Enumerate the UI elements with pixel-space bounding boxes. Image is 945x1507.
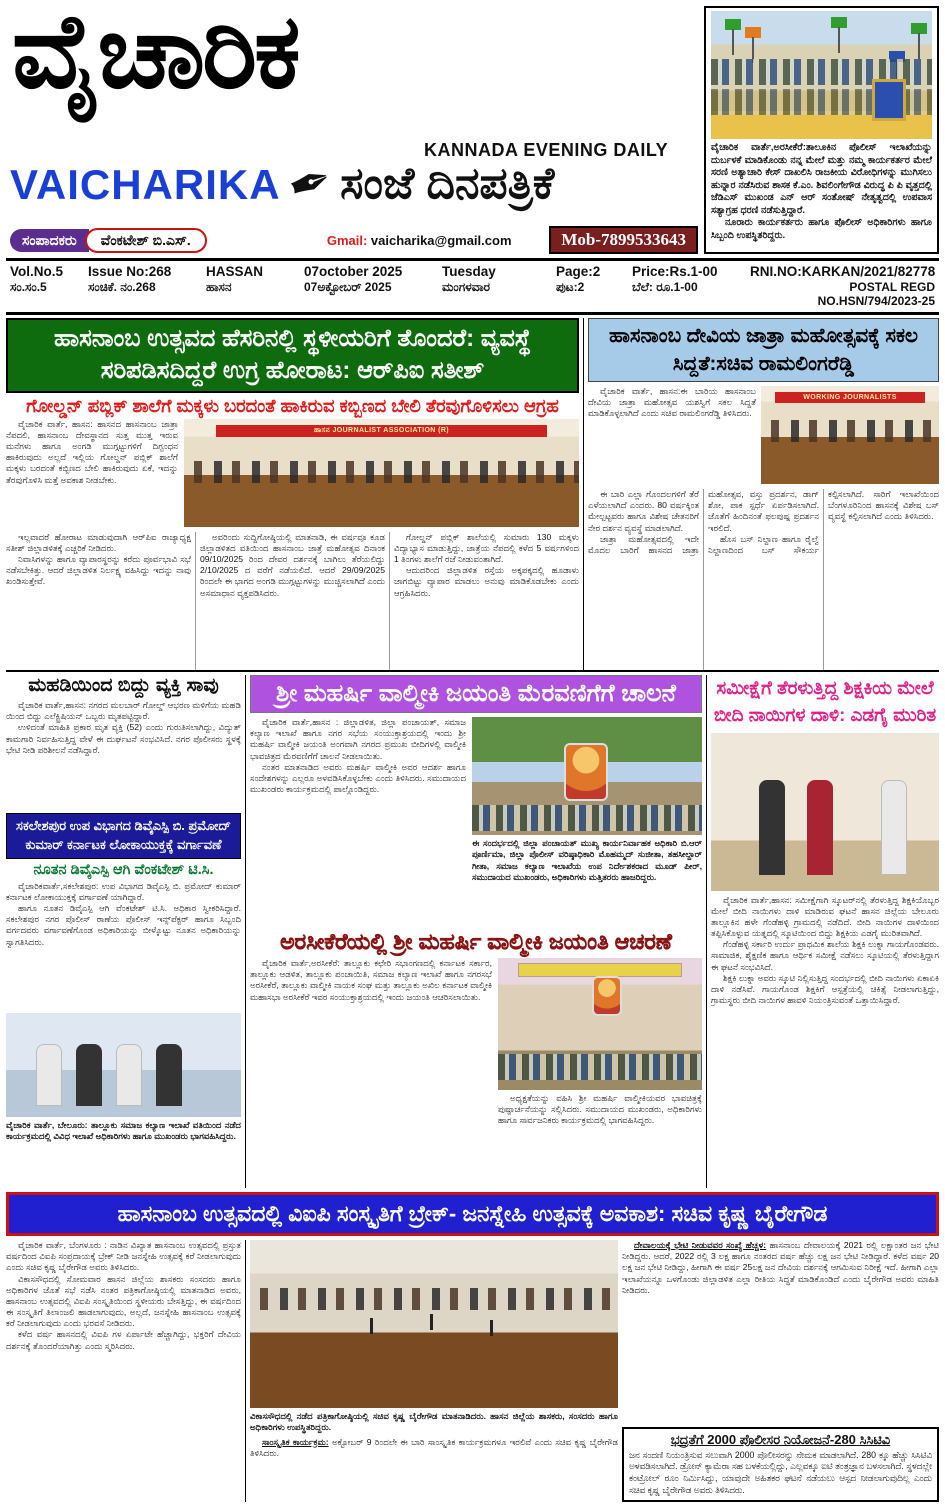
- visitors-inline-head: ದೇವಾಲಯಕ್ಕೆ ಭೇಟಿ ನೀಡುವವರ ಸಂಖ್ಯೆ ಹೆಚ್ಚಳ:: [634, 1240, 767, 1250]
- seated-people: [761, 420, 939, 442]
- gmail-line: [327, 233, 512, 248]
- article1-intro: [6, 419, 178, 529]
- valmiki-procession-photo: [472, 717, 702, 835]
- body-paragraph: ಕಳೆದ ವರ್ಷ ಹಾಸನದಲ್ಲಿ ವಿಐಪಿ ಗಳ ಏರ್ಪಾಟೇ ಹೆಚ್ಚಾಗಿದ್ದು, ಭಕ್ತರಿಗೆ ದೇವಿಯ ದರ್ಶನಕ್ಕೆ ತೊಂದರೆಯಾಗಿತ್ತು ಎಂದು ಸ್ಮರಿಸಿದರು.: [6, 1329, 241, 1351]
- person-figure: [759, 780, 785, 875]
- body-paragraph: ವೈಚಾರಿಕ ವಾರ್ತೆ,ಹಾಸನ : ಜಿಲ್ಲಾಡಳಿತ, ಜಿಲ್ಲಾ ಪಂಚಾಯತ್, ಸಮಾಜ ಕಲ್ಯಾಣ ಇಲಾಖೆ ಹಾಗೂ ನಗರ ಸಭೆಯ ಸಂಯುಕ್ತಾಶ್ರಯದಲ್ಲಿ ಇಂದು ಶ್ರೀ ಮಹರ್ಷಿ ವಾಲ್ಮೀಕಿ ಜಯಂತಿ ಅಂಗವಾಗಿ ನಗರದ ಪ್ರಮುಖ ಬೀದಿಗಳಲ್ಲಿ ವಾಲ್ಮೀಕಿ ಭಾವಚಿತ್ರದ ಮೆರವಣಿಗೆಗೆ ಚಾಲನೆ ನೀಡಲಾಯಿತು.: [250, 717, 466, 761]
- middle-left-column: [6, 675, 246, 1188]
- issue-info-bar: [6, 258, 939, 315]
- person-figure: [76, 1044, 102, 1106]
- issue-no: Issue No:268: [88, 264, 172, 279]
- middle-section: [6, 670, 939, 1188]
- body-paragraph: ಇಲ್ಲವಾದರೆ ಹೋರಾಟ ಮಾಡುವುದಾಗಿ ಆರ್‌ಪಿಐ ರಾಜ್ಯಾಧ್ಯಕ್ಷ ಸತೀಶ್ ಜಿಲ್ಲಾಡಳಿತಕ್ಕೆ ಎಚ್ಚರಿಕೆ ನೀಡಿದರು.: [6, 531, 191, 553]
- visitors-text: ಹಾಸನಾಂಬ ದೇವಾಲಯಕ್ಕೆ 2021 ರಲ್ಲಿ ಲಕ್ಷಾಂತರ ಜನ ಭೇಟಿ ನೀಡಿದ್ದರು. ಆದರೆ, 2022 ರಲ್ಲಿ 3 ಲಕ್ಷ ಹಾಗೂ ನಂತರದ ವರ್ಷ ಹೆಚ್ಚು ಲಕ್ಷ ಜನ ಭೇಟಿ ನೀಡಿದ್ದಾರೆ. ಕಳೆದ ವರ್ಷ 20 ಲಕ್ಷ ಜನ ಭೇಟಿ ನೀಡಿದ್ದು, ಹೀಗಾಗಿ ಈ ವರ್ಷ 25ಲಕ್ಷ ಜನ ದೇವಿಯ ದರ್ಶನಕ್ಕೆ ಆಗಮಿಸುವ ನಿರೀಕ್ಷೆ ಇದೆ. ಹೀಗಾಗಿ ಎಲ್ಲಾ ಇಲಾಖೆಯನ್ನೂ ಒಳಗೊಂಡು ಜಿಲ್ಲಾಡಳಿತ ಎಲ್ಲಾ ರೀತಿಯ ಸಿದ್ಧತೆ ಮಾಡಿಕೊಂಡಿದೆ ಎಂದು ಬೈರೇಗೌಡ ಅವರು ಮಾಹಿತಿ ನೀಡಿದರು.: [622, 1240, 939, 1295]
- body-paragraph: ಈ ಬಾರಿ ಎಲ್ಲಾ ಗೊಂದಲಗಳಿಗೆ ತೆರೆ ಎಳೆಯಲಾಗಿದೆ ಎಂದರು. 80 ವರ್ಷಕ್ಕಿಂತ ಮೇಲ್ಪಟ್ಟವರು ಹಾಗೂ ವಿಶೇಷ ಚೇತನರಿಗೆ ನೇರ ದರ್ಶನ ವ್ಯವಸ್ಥೆ ಮಾಡಲಾಗಿದೆ.: [588, 489, 699, 533]
- banner-text: WORKING JOURNALISTS: [803, 394, 897, 401]
- article4-body: [6, 881, 241, 1009]
- caption-paragraph: ನೂರಾರು ಕಾರ್ಯಕರ್ತರು ಹಾಗೂ ಪೊಲೀಸ್ ಅಧಿಕಾರಿಗಳು ಹಾಗೂ ಸಿಬ್ಬಂದಿ ಉಪಸ್ಥಿತರಿದ್ದರು.: [711, 217, 932, 241]
- article4-subheadline: ನೂತನ ಡಿವೈಎಸ್ಪಿ ಆಗಿ ವೆಂಕಟೇಶ್ ಟಿ.ಸಿ.: [33, 861, 214, 878]
- date-kn: 07ಅಕ್ಟೋಬರ್ 2025: [304, 280, 392, 294]
- front-photo-box: [704, 6, 939, 254]
- body-paragraph: ಅಧ್ಯಕ್ಷತೆಯನ್ನು ವಹಿಸಿ ಶ್ರೀ ಮಹರ್ಷಿ ವಾಲ್ಮೀಕಿಯವರ ಭಾವಚಿತ್ರಕ್ಕೆ ಪುಷ್ಪಾರ್ಚನೆಯನ್ನು ಸಲ್ಲಿಸಿದರು. ಸಮುದಾಯದ ಮುಖಂಡರು, ಅಧಿಕಾರಿಗಳು ಹಾಗೂ ಸಾರ್ವಜನಿಕರು ಕಾರ್ಯಕ್ರಮದಲ್ಲಿ ಭಾಗವಹಿಸಿದ್ದರು.: [498, 1093, 702, 1126]
- article3-body: [6, 700, 241, 808]
- middle-right-column: [711, 675, 939, 1188]
- article2-headline: ಹಾಸನಾಂಬ ದೇವಿಯ ಜಾತ್ರಾ ಮಹೋತ್ಸವಕ್ಕೆ ಸಕಲ ಸಿದ್ದತೆ:ಸಚಿವ ರಾಮಲಿಂಗರೆಡ್ಡಿ: [588, 318, 939, 382]
- valmiki-portrait: [592, 976, 622, 1016]
- article8-photo-caption: ವಿಕಾಸಸೌಧದಲ್ಲಿ ನಡೆದ ಪತ್ರಿಕಾಗೋಷ್ಠಿಯಲ್ಲಿ ಸಚಿವ ಕೃಷ್ಣ ಬೈರೇಗೌಡ ಮಾತನಾಡಿದರು. ಹಾಸನ ಜಿಲ್ಲೆಯ ಶಾಸಕರು, ಸಂಸದರು ಹಾಗೂ ಅಧಿಕಾರಿಗಳು ಉಪಸ್ಥಿತರಿದ್ದರು.: [250, 1411, 618, 1433]
- body-paragraph: ವೈಚಾರಿಕ ವಾರ್ತೆ,ಹಾಸನ: ನಗರದ ಮಲಬಾರ್ ಗೋಲ್ಡ್ ಆಭರಣ ಮಳಿಗೆಯ ಮಹಡಿ ಯಿಂದ ಬಿದ್ದು ಎಲೆಕ್ಟ್ರಿಷಿಯನ್ ಒಬ್ಬರು ಮೃತಪಟ್ಟಿದ್ದಾರೆ.: [6, 700, 241, 722]
- body-paragraph: ಹೊಸ ಬಸ್ ನಿಲ್ದಾಣ ಹಾಗೂ ರೈಲ್ವೆ ನಿಲ್ದಾಣದಿಂದ ಬಸ್ ಸೌಕರ್ಯ ಕಲ್ಪಿಸಲಾಗಿದೆ. ಸಾರಿಗೆ ಇಲಾಖೆಯಿಂದ ಬೆಂಗಳೂರಿನಿಂದ ಹಾಸನಕ್ಕೆ ವಿಶೇಷ ಬಸ್ ವ್ಯವಸ್ಥೆ ಕಲ್ಪಿಸಲಾಗಿದೆ ಎಂದು ತಿಳಿಸಿದರು.: [708, 489, 939, 555]
- gmail-label: Gmail:: [326, 232, 368, 248]
- bottom-section: [6, 1240, 939, 1502]
- person-figure: [881, 780, 907, 875]
- procession-crowd: [472, 805, 702, 831]
- body-paragraph: ಶಿಕ್ಷಕಿ ಲುಕ್ನಾ ಅವರು ಸ್ಕೂಟಿ ನಿಲ್ಲಿಸುತ್ತಿದ್ದ ಸಂದರ್ಭದಲ್ಲಿ ಬೀದಿ ನಾಯಿಗಳು ಏಕಾಏಕಿ ದಾಳಿ ನಡೆಸಿವೆ. ಗಾಯಗೊಂಡ ಶಿಕ್ಷಕಿಗೆ ಆಸ್ಪತ್ರೆಯಲ್ಲಿ ಚಿಕಿತ್ಸೆ ನೀಡಲಾಗುತ್ತಿದ್ದು, ಗ್ರಾಮಸ್ಥರು ಬೀದಿ ನಾಯಿಗಳ ಹಾವಳಿ ನಿಯಂತ್ರಿಸುವಂತೆ ಒತ್ತಾಯಿಸಿದ್ದಾರೆ.: [711, 972, 939, 1006]
- security-box-article: [622, 1427, 939, 1503]
- article7-body: [711, 895, 939, 1195]
- valmiki-portrait-float: [564, 743, 608, 801]
- info-row-english: [10, 264, 935, 279]
- microphone: [430, 1314, 433, 1330]
- body-paragraph: ವೈಚಾರಿಕ ವಾರ್ತೆ,ಹಾಸನ: ಸಮೀಕ್ಷೆಗಾಗಿ ಸ್ಕೂಟರ್‌ನಲ್ಲಿ ತೆರಳುತ್ತಿದ್ದ ಶಿಕ್ಷಕಿಯೊಬ್ಬರ ಮೇಲೆ ಬೀದಿ ನಾಯಿಗಳು ದಾಳಿ ಮಾಡಿರುವ ಘಟನೆ ಹಾಸನ ಜಿಲ್ಲೆಯ ಬೇಲೂರು ತಾಲ್ಲೂಕಿನ ಹಳೇ ಗೆಂಡೆಹಳ್ಳಿ ಗ್ರಾಮದಲ್ಲಿ ನಡೆದಿದೆ. ಬೀದಿ ನಾಯಿಗಳ ದಾಳಿಯಿಂದ ತಪ್ಪಿಸಿಕೊಳ್ಳುವ ಯತ್ನದಲ್ಲಿ ಸ್ಕೂಟಿಯಿಂದ ಬಿದ್ದು ಶಿಕ್ಷಕಿಯ ಎಡಗೈ ಮುರಿತವಾಗಿದೆ.: [711, 894, 939, 939]
- volume-no: Vol.No.5: [10, 264, 64, 279]
- body-paragraph: ವಿಕಾಸಸೌಧದಲ್ಲಿ ಸೋಮವಾರ ಹಾಸನ ಜಿಲ್ಲೆಯ ಶಾಸಕರು ಸಂಸದರು ಹಾಗೂ ಅಧಿಕಾರಿಗಳ ಜೊತೆ ಸಭೆ ನಡೆಸಿ ನಂತರ ಪತ್ರಿಕಾಗೋಷ್ಠಿಯಲ್ಲಿ ಮಾತನಾಡಿದ ಅವರು, ಹಾಸನಾಂಬ ಉತ್ಸವದಲ್ಲಿ ವಿಐಪಿ ಸಂಸ್ಕೃತಿಯಿಂದ ಸ್ಥಳೀಯರು ಬೇಸತ್ತಿದ್ದು, ಈ ವರ್ಷದಿಂದ ಈ ಸಂಸ್ಕೃತಿಗೆ ತಿಲಾಂಜಲಿ ಹಾಡಲಾಗುವುದು, ಅಲ್ಲದೆ, ಜನಸ್ನೇಹಿ ಹಾಸನಾಂಬ ಉತ್ಸವಕ್ಕೆ ಕರೆ ನೀಡಲಾಗುವುದು ಎಂದು ಭರವಸೆ ನೀಡಿದರು.: [6, 1273, 241, 1329]
- issue-no-kn: ಸಂಚಿಕೆ. ನಂ.268: [88, 280, 156, 294]
- page-no-kn: ಪುಟ:2: [556, 280, 585, 294]
- injured-teacher-photo: [711, 733, 939, 891]
- stage-banner: [518, 963, 681, 977]
- venue-banner: [216, 425, 548, 437]
- middle-center-column: [250, 675, 707, 1188]
- article8-photo-column: [250, 1240, 618, 1502]
- english-daily-tagline: KANNADA EVENING DAILY: [424, 140, 669, 160]
- article3-headline: ಮಹಡಿಯಿಂದ ಬಿದ್ದು ವ್ಯಕ್ತಿ ಸಾವು: [28, 675, 219, 696]
- brand-english: VAICHARIKA: [10, 161, 281, 208]
- person-figure: [156, 1044, 182, 1106]
- body-paragraph: ವೈಚಾರಿಕವಾರ್ತೆ,ಸಕಲೇಶಪುರ: ಉಪ ವಿಭಾಗದ ಡಿವೈಎಸ್ಪಿ ಬಿ. ಪ್ರಮೋದ್ ಕುಮಾರ್ ಕರ್ನಾಟಕ ಲೋಕಾಯುಕ್ತಕ್ಕೆ ವರ್ಗಾವಣೆ ಯಾಗಿದ್ದಾರೆ.: [6, 880, 241, 902]
- belur-event-photo: [6, 1013, 241, 1117]
- day-kn: ಮಂಗಳವಾರ: [442, 280, 491, 294]
- article1-lead-row: [6, 419, 579, 529]
- ambedkar-portrait: [872, 79, 906, 121]
- culture-text: ಅಕ್ಟೋಬರ್ 9 ರಿಂದಲೇ ಈ ಬಾರಿ ಸಾಂಸ್ಕೃತಿಕ ಕಾರ್ಯಕ್ರಮಗಳೂ ಇರಲಿವೆ ಎಂದು ಸಚಿವ ಕೃಷ್ಣ ಬೈರೇಗೌಡ ತಿಳಿಸಿದರು.: [250, 1436, 618, 1458]
- person-figure: [36, 1044, 62, 1106]
- volume-no-kn: ಸಂ.ಸಂ.5: [10, 280, 47, 294]
- city-kn: ಹಾಸನ: [206, 280, 232, 294]
- editor-label: ಸಂಪಾದಕರು: [10, 229, 89, 252]
- banner-text: JOURNALIST ASSOCIATION (R): [332, 426, 450, 434]
- article6-photo-block: [498, 958, 702, 1170]
- flag-icon: [745, 27, 761, 38]
- article-hasanamba-protest: [6, 318, 584, 670]
- article5-body: [250, 717, 466, 925]
- article7-headline: ಸಮೀಕ್ಷೆಗೆ ತೆರಳುತ್ತಿದ್ದ ಶಿಕ್ಷಕಿಯ ಮೇಲೆ ಬೀದಿ ನಾಯಿಗಳ ದಾಳಿ: ಎಡಗೈ ಮುರಿತ: [713, 677, 937, 725]
- seated-people: [250, 1288, 618, 1310]
- article1-subheadline: ಗೋಲ್ಡನ್ ಪಬ್ಲಿಕ್ ಶಾಲೆಗೆ ಮಕ್ಕಳು ಬರದಂತೆ ಹಾಕಿರುವ ಕಬ್ಬಿಣದ ಬೇಲಿ ತೆರವುಗೊಳಿಸಲು ಆಗ್ರಹ: [26, 395, 559, 416]
- article6-row: [250, 958, 702, 1170]
- protest-photo: [711, 11, 932, 139]
- newspaper-title-kannada: ವೈಚಾರಿಕ: [12, 0, 298, 112]
- caption-paragraph: ವೈಚಾರಿಕ ವಾರ್ತೆ,ಅರಸೀಕೆರೆ:ತಾಲೂಕಿನ ಪೊಲೀಸ್ ಇಲಾಖೆಯನ್ನು ದುರ್ಬಳಕೆ ಮಾಡಿಕೊಂಡು ನನ್ನ ಮೇಲೆ ಮತ್ತು ನಮ್ಮ ಕಾರ್ಯಕರ್ತರ ಮೇಲೆ ಸರಣಿ ಅತ್ಯಾಚಾರಿ ಕೇಸ್ ದಾಖಲಿಸಿ ರಾಜಕೀಯ ವಿರೋಧಿಗಳನ್ನು ಮುಗಿಸಲು ಹುನ್ನಾರ ನಡೆಸಿರುವ ಶಾಸಕ ಕೆ.ಎಂ. ಶಿವಲಿಂಗೇಗೌಡ ವಿರುದ್ಧ ಪಿ ಪಿ ವೃತ್ತದಲ್ಲಿ ಜೆಡಿಎಸ್ ಮುಖಂಡ ಎನ್ ಆರ್ ಸಂತೋಷ್ ನೇತೃತ್ವದಲ್ಲಿ ಉಪವಾಸ ಸತ್ಯಾಗ್ರಹ ಧರಣಿ ನಡೆಸುತ್ತಿದ್ದಾರೆ.: [711, 142, 932, 216]
- security-box-body: ಜನ ಸಂದಣಿ ನಿಯಂತ್ರಿಸುವ ಸಲುವಾಗಿ 2000 ಪೊಲೀಸರನ್ನು ನೇಮಕ ಮಾಡಲಾಗಿದೆ. 280 ಕ್ಕೂ ಹೆಚ್ಚು ಸಿಸಿಟಿವಿ ಅಳವಡಿಸಲಾಗಿದೆ. ಡ್ರೋನ್ ಕ್ಯಾಮೆರಾ ಸಹ ಬಳಕೆಯಲ್ಲಿದ್ದು, ಎಲ್ಲವಕ್ಕೂ ಐಟಿ ತಂತ್ರಜ್ಞಾನ ಬಳಸಲಾಗಿದೆ. ಸ್ಥಳದಲ್ಲೇ ಕಂಟ್ರೋಲ್ ರೂಂ ನಿರ್ಮಿಸಿದ್ದು, ಯಾವುದೇ ಅಹಿತಕರ ಘಟನೆ ನಡೆಯಲು ಆಸ್ಪದ ನೀಡಲಾಗುವುದಿಲ್ಲ ಎಂದು ಸಚಿವ ಕೃಷ್ಣ ಬೈರೇಗೌಡ ಅವರು ತಿಳಿಸಿದರು.: [629, 1449, 932, 1496]
- body-paragraph: ವೈಚಾರಿಕ ವಾರ್ತೆ, ಹಾಸನ: ಹಾಸನದ ಹಾಸನಾಂಬ ಜಾತ್ರಾ ನೆಪದಲಿ, ಹಾಸನಾಂಬ ದೇವಸ್ಥಾನದ ಸುತ್ತ ಮುತ್ತ ಇರುವ ಮನೆಗಳು ಹಾಗೂ ಅಂಗಡಿ ಮುಗ್ಗಟ್ಟುಗಳಿಗೆ ದಿಗ್ಬಂಧನ ಹಾಕಿರುವುದು ಅಲ್ಲದೆ ಇಲ್ಲಿಯ ಗೋಲ್ಡನ್ ಪಬ್ಲಿಕ್ ಶಾಲೆಗೆ ಮಕ್ಕಳು ಬರದಂತೆ ಕಬ್ಬಿಣದ ಬೇಲಿ ಹಾಕಿರುವುದು ಏಕೆ, ಇದನ್ನು ತೆರವುಗೊಳಿಸಿ ಮತ್ತೆ ಅವಕಾಶ ನೀಡಬೇಕು.: [6, 418, 178, 485]
- article8-banner-headline: ಹಾಸನಾಂಬ ಉತ್ಸವದಲ್ಲಿ ವಿಐಪಿ ಸಂಸ್ಕೃತಿಗೆ ಬ್ರೇಕ್- ಜನಸ್ನೇಹಿ ಉತ್ಸವಕ್ಕೆ ಅವಕಾಶ: ಸಚಿವ ಕೃಷ್ಣ ಬೈರೇಗೌಡ: [6, 1192, 939, 1236]
- article4-photo-caption: ವೈಚಾರಿಕ ವಾರ್ತೆ, ಬೇಲೂರು: ತಾಲ್ಲೂಕು ಸಮಾಜ ಕಲ್ಯಾಣ ಇಲಾಖೆ ವತಿಯಿಂದ ನಡೆದ ಕಾರ್ಯಕ್ರಮದಲ್ಲಿ ವಿವಿಧ ಇಲಾಖೆ ಅಧಿಕಾರಿಗಳು ಹಾಗೂ ಮುಖಂಡರು ಭಾಗವಹಿಸಿದ್ದರು.: [6, 1119, 241, 1142]
- article4-headline: ಸಕಲೇಶಪುರ ಉಪ ವಿಭಾಗದ ಡಿವೈಎಸ್ಪಿ ಬಿ. ಪ್ರಮೋದ್ ಕುಮಾರ್ ಕರ್ನಾಟಕ ಲೋಕಾಯುಕ್ತಕ್ಕೆ ವರ್ಗಾವಣೆ: [6, 813, 241, 859]
- culture-inline-head: ಸಾಂಸ್ಕೃತಿಕ ಕಾರ್ಯಕ್ರಮ:: [262, 1436, 329, 1447]
- editor-row: [10, 226, 698, 254]
- gmail-address: vaicharika@gmail.com: [370, 232, 512, 248]
- article6-body-left: [250, 958, 492, 1170]
- article8-right-column: [622, 1240, 939, 1502]
- body-paragraph: [250, 1437, 618, 1459]
- group-people: [498, 1054, 702, 1080]
- article2-body: [588, 489, 939, 670]
- day: Tuesday: [442, 264, 496, 279]
- pen-icon: ✒: [279, 149, 341, 220]
- minister-press-photo: [761, 386, 939, 484]
- mobile-number-box: Mob-7899533643: [549, 226, 698, 254]
- article8-body-left: [6, 1240, 246, 1502]
- vikasa-soudha-press-photo: [250, 1240, 618, 1408]
- body-paragraph: [622, 1240, 939, 1296]
- person-in-red: [807, 780, 833, 875]
- seated-people: [184, 461, 579, 483]
- body-paragraph: ನಿವಾಸಿಗಳನ್ನು ಹಾಗೂ ವ್ಯಾಪಾರಸ್ಥರನ್ನು ಕರೆದು ಪೂರ್ವಭಾವಿ ಸಭೆ ನಡೆಸಬೇಕಿತ್ತು. ಆದರೆ ಜಿಲ್ಲಾಡಳಿತ ನಿರ್ಲಕ್ಷ್ಯ ವಹಿಸಿದ್ದು ಇದನ್ನು ನಾವು ಖಂಡಿಸುತ್ತೇವೆ.: [6, 554, 191, 587]
- microphone: [490, 1320, 493, 1336]
- masthead: [6, 0, 939, 256]
- article-jathra-preparation: [588, 318, 939, 670]
- date: 07october 2025: [304, 264, 403, 279]
- article5-row: [250, 717, 702, 925]
- brand-row: [10, 149, 555, 220]
- body-paragraph: ಗೆಂಡೆಹಳ್ಳಿ ಸರ್ಕಾರಿ ಉರ್ದು ಪ್ರಾಥಮಿಕ ಶಾಲೆಯ ಶಿಕ್ಷಕಿ ಲುಕ್ನಾ ಗಾಯಗೊಂಡವರು. ಸಾಮಾಜಿಕ, ಶೈಕ್ಷಣಿಕ ಹಾಗೂ ಆರ್ಥಿಕ ಸಮೀಕ್ಷೆ ನಡೆಸಲು ಸ್ಕೂಟಿಯಲ್ಲಿ ತೆರಳುತ್ತಿದ್ದಾಗ ಈ ಘಟನೆ ಸಂಭವಿಸಿದೆ.: [711, 939, 939, 972]
- article6-body-under-photo: [498, 1093, 702, 1170]
- postal-regd: POSTAL REGD NO.HSN/794/2023-25: [817, 280, 935, 308]
- body-paragraph: ವೈಚಾರಿಕ ವಾರ್ತೆ,ಅರಸೀಕೆರೆ: ತಾಲ್ಲೂಕು ಕಛೇರಿ ಸಭಾಂಗಣದಲ್ಲಿ ಕರ್ನಾಟಕ ಸರ್ಕಾರ, ತಾಲ್ಲೂಕು ಆಡಳಿತ, ತಾಲ್ಲೂಕು ಪಂಚಾಯಿತಿ, ಸಮಾಜ ಕಲ್ಯಾಣ ಇಲಾಖೆ ಹಾಗೂ ನಗರಸಭೆ ಅರಸೀಕೆರೆ, ತಾಲ್ಲೂಕು ವಾಲ್ಮೀಕಿ ನಾಯಕ ಸಂಘ ಮತ್ತು ತಾಲ್ಲೂಕು ಅಖಿಲ ಕರ್ನಾಟಕ ವಾಲ್ಮೀಕಿ ಮಹಾಸಭಾ ಅರಸೀಕೆರೆ ಇವರ ಸಂಯುಕ್ತಾಶ್ರಯದಲ್ಲಿ ಇಂದು ಜಯಂತಿ ಆಚರಿಸಲಾಯಿತು.: [250, 958, 492, 1002]
- body-paragraph: ವೈಚಾರಿಕ ವಾರ್ತೆ, ಬೆಂಗಳೂರು : ನಾಡಿನ ವಿಖ್ಯಾತ ಹಾಸನಾಂಬ ಉತ್ಸವದಲ್ಲಿ ಪ್ರಸ್ತುತ ವರ್ಷದಿಂದ ವಿಐಪಿ ಸಂಪ್ರದಾಯಕ್ಕೆ ಬ್ರೇಕ್ ನೀಡಿ ಜನಸ್ನೇಹಿ ಉತ್ಸವಕ್ಕೆ ಕರೆ ನೀಡಲಾಗುವುದು ಎಂದು ಸಚಿವ ಕೃಷ್ಣ ಬೈರೇಗೌಡ ಅವರು ತಿಳಿಸಿದರು.: [6, 1240, 241, 1273]
- page-no: Page:2: [556, 264, 601, 279]
- article1-body: [6, 532, 579, 670]
- article2-intro: [588, 386, 756, 486]
- security-box-headline: ಭದ್ರತೆಗೆ 2000 ಪೊಲೀಸರ ನಿಯೋಜನೆ-280 ಸಿಸಿಟಿವಿ: [670, 1431, 891, 1447]
- article1-headline: ಹಾಸನಾಂಬ ಉತ್ಸವದ ಹೆಸರಿನಲ್ಲಿ ಸ್ಥಳೀಯರಿಗೆ ತೊಂದರೆ: ವ್ಯವಸ್ಥೆ ಸರಿಪಡಿಸದಿದ್ದರೆ ಉಗ್ರ ಹೋರಾಟ: ಆರ್‌ಪಿಐ ಸತೀಶ್: [6, 318, 579, 393]
- flag-icon: [911, 23, 927, 34]
- body-paragraph: ಅವರಿಂದು ಸುದ್ದಿಗೋಷ್ಠಿಯಲ್ಲಿ ಮಾತನಾಡಿ, ಈ ವರ್ಷವೂ ಕೂಡ ಜಿಲ್ಲಾಡಳಿತದ ವತಿಯಿಂದ ಹಾಸನಾಂಬ ಜಾತ್ರೆ ಮಹೋತ್ಸವ ದಿನಾಂಕ 09/10/2025 ರಿಂದ ದೇವರ ದರ್ಶನಕ್ಕೆ ಬಾಗಿಲು ತೆರೆಯಲಿದ್ದು 2/10/2025 ದ ವರೆಗೆ ನಡೆಯಲಿದೆ. ಆದರೆ 29/09/2025 ರಿಂದಲೇ ಈ ಭಾಗದ ಅಂಗಡಿ ಮುಗ್ಗಟ್ಟುಗಳನ್ನು ಮುಚ್ಚಿಸಲಾಗಿದೆ ಎಂದು ಅಸಮಾಧಾನ ವ್ಯಕ್ತಪಡಿಸಿದರು.: [200, 531, 385, 598]
- body-paragraph: ಜಾತ್ರಾ ಮಹೋತ್ಸವದಲ್ಲಿ ಇದೇ ಮೊದಲ ಬಾರಿಗೆ ಹಾಸನದ ಜಾತ್ರಾ ಮಹೋತ್ಸವ, ವಸ್ತು ಪ್ರದರ್ಶನ, ಡಾಗ್ ಶೋ, ಪಾಕ ಸ್ಪರ್ಧೆ ಏರ್ಪಡಿಸಲಾಗಿದೆ. ಜೊತೆಗೆ ಹಿಂದಿನಂತೆ ಫಲಪುಷ್ಪ ಪ್ರದರ್ಶನ ಇರಲಿದೆ.: [588, 489, 819, 555]
- price-kn: ಬೆಲೆ: ರೂ.1-00: [632, 280, 698, 294]
- article2-lead-row: [588, 386, 939, 486]
- info-row-kannada: [10, 280, 935, 308]
- rni-number: RNI.NO:KARKAN/2021/82778: [750, 264, 936, 279]
- jayanti-group-photo: [498, 958, 702, 1090]
- article5-headline: ಶ್ರೀ ಮಹರ್ಷಿ ವಾಲ್ಮೀಕಿ ಜಯಂತಿ ಮೆರವಣಿಗೆಗೆ ಚಾಲನೆ: [250, 675, 702, 713]
- editor-name: ವೆಂಕಟೇಶ್ ಬಿ.ಎಸ್.: [85, 228, 207, 253]
- body-paragraph: ಉಳಿದಂತೆ ಮಾಹಿತಿ ಪ್ರಕಾರ ಮೃತ ವ್ಯಕ್ತಿ (52) ಎಂದು ಗುರುತಿಸಲಾಗಿದ್ದು, ವಿದ್ಯುತ್ ಕಾಮಗಾರಿ ನಿರ್ವಹಿಸುತ್ತಿದ್ದ ವೇಳೆ ಈ ದುರ್ಘಟನೆ ಸಂಭವಿಸಿದೆ. ನಗರ ಪೊಲೀಸರು ಸ್ಥಳಕ್ಕೆ ಭೇಟಿ ನೀಡಿ ಪರಿಶೀಲನೆ ನಡೆಸಿದ್ದಾರೆ.: [6, 722, 241, 755]
- press-meet-photo: [184, 419, 579, 527]
- body-paragraph: ವೈಚಾರಿಕ ವಾರ್ತೆ, ಹಾಸನ:ಈ ಬಾರಿಯ ಹಾಸನಾಂಬ ದೇವಿಯ ಜಾತ್ರಾ ಮಹೋತ್ಸವ ಯಶಸ್ವಿಗೆ ಸಕಲ ಸಿದ್ದತೆ ಮಾಡಿಕೊಳ್ಳಲಾಗಿದೆ ಎಂದು ಸಚಿವ ರಾಮಲಿಂಗರೆಡ್ಡಿ ತಿಳಿಸಿದರು.: [588, 386, 756, 419]
- person-figure: [116, 1044, 142, 1106]
- banner-text: ಹಾಸನ: [313, 426, 331, 434]
- body-paragraph: ನಂತರ ಮಾತನಾಡಿದ ಅವರು ಮಹರ್ಷಿ ವಾಲ್ಮೀಕಿ ಅವರ ಆದರ್ಶ ಹಾಗೂ ಸಂದೇಶಗಳನ್ನು ಎಲ್ಲರೂ ಅಳವಡಿಸಿಕೊಳ್ಳಬೇಕು ಎಂದು ತಿಳಿಸಿದರು. ಸಮುದಾಯದ ಮುಖಂಡರು ಕಾರ್ಯಕ್ರಮದಲ್ಲಿ ಪಾಲ್ಗೊಂಡಿದ್ದರು.: [250, 761, 466, 795]
- microphone: [370, 1318, 373, 1334]
- body-paragraph: ಹಾಗೂ ನೂತನ ಡಿವೈಎಸ್ಪಿ ಆಗಿ ವೆಂಕಟೇಶ್ ಟಿ.ಸಿ. ಅಧಿಕಾರ ಸ್ವೀಕರಿಸಿದ್ದಾರೆ. ಸಕಲೇಶಪುರ ನಗರ ಪೊಲೀಸ್ ಠಾಣೆಯ ಪೊಲೀಸ್ ಇನ್ಸ್‌ಪೆಕ್ಟರ್ ಹಾಗೂ ಸಿಬ್ಬಂದಿ ವರ್ಗದವರು ವರ್ಗಾವಣೆಗೊಂಡ ಅಧಿಕಾರಿಯನ್ನು ಬೀಳ್ಕೊಟ್ಟು ನೂತನ ಅಧಿಕಾರಿಯನ್ನು ಸ್ವಾಗತಿಸಿದರು.: [6, 903, 241, 947]
- article5-photo-block: [472, 717, 702, 925]
- top-section: [6, 318, 939, 670]
- body-paragraph: ಗೋಲ್ಡನ್ ಪಬ್ಲಿಕ್ ಶಾಲೆಯಲ್ಲಿ ಸುಮಾರು 130 ಮಕ್ಕಳು ವಿದ್ಯಾಭ್ಯಾಸ ಮಾಡುತ್ತಿದ್ದು, ಜಾತ್ರೆಯ ನೆಪದಲ್ಲಿ ಕಳೆದ 5 ವರ್ಷಗಳಿಂದ 1 ತಿಂಗಳು ಶಾಲೆಗೆ ರಜೆ ನೀಡುವಂತಾಗಿದೆ.: [394, 531, 579, 565]
- front-photo-caption: [711, 142, 932, 242]
- article6-headline: ಅರಸೀಕೆರೆಯಲ್ಲಿ ಶ್ರೀ ಮಹರ್ಷಿ ವಾಲ್ಮೀಕಿ ಜಯಂತಿ ಆಚರಣೆ: [280, 929, 672, 954]
- article8-visitors-text: [622, 1240, 939, 1424]
- price: Price:Rs.1-00: [632, 264, 718, 279]
- city: HASSAN: [206, 264, 264, 279]
- article5-photo-caption: ಈ ಸಂದರ್ಭದಲ್ಲಿ ಜಿಲ್ಲಾ ಪಂಚಾಯತ್ ಮುಖ್ಯ ಕಾರ್ಯನಿರ್ವಾಹಕ ಅಧಿಕಾರಿ ಬಿ.ಆರ್ ಪೂರ್ಣಿಮಾ, ಜಿಲ್ಲಾ ಪೊಲೀಸ್ ವರಿಷ್ಠಾಧಿಕಾರಿ ಮೊಹಮ್ಮದ್ ಸುಜೀತಾ, ತಹಸೀಲ್ದಾರ್ ಗೀತಾ, ಸಮಾಜ ಕಲ್ಯಾಣ ಇಲಾಖೆಯ ಉಪ ನಿರ್ದೇಶಕರಾದ ಮೂಡ್ ಪೀರ್, ಸಮುದಾಯದ ಮುಖಂಡರು, ಅಧಿಕಾರಿಗಳು ಮತ್ತಿತರರು ಹಾಜರಿದ್ದರು.: [472, 838, 702, 883]
- venue-banner: [775, 392, 925, 403]
- kannada-subtitle: ಸಂಜೆ ದಿನಪತ್ರಿಕೆ: [340, 159, 555, 208]
- article8-culture-text: [250, 1437, 618, 1502]
- body-paragraph: ಆದುದರಿಂದ ಜಿಲ್ಲಾಡಳಿತ ರಸ್ತೆಯ ಅಕ್ಕಪಕ್ಕದಲ್ಲಿ ಹೂಡಾಳು ಜಾಗಬಿಟ್ಟು ವ್ಯಾಪಾರ ಮಾಡಲು ಅನುವು ಮಾಡಿಕೊಡಬೇಕು ಎಂದು ಆಗ್ರಹಿಸಿದರು.: [394, 565, 579, 598]
- flag-icon: [725, 19, 741, 30]
- flag-icon: [831, 17, 847, 28]
